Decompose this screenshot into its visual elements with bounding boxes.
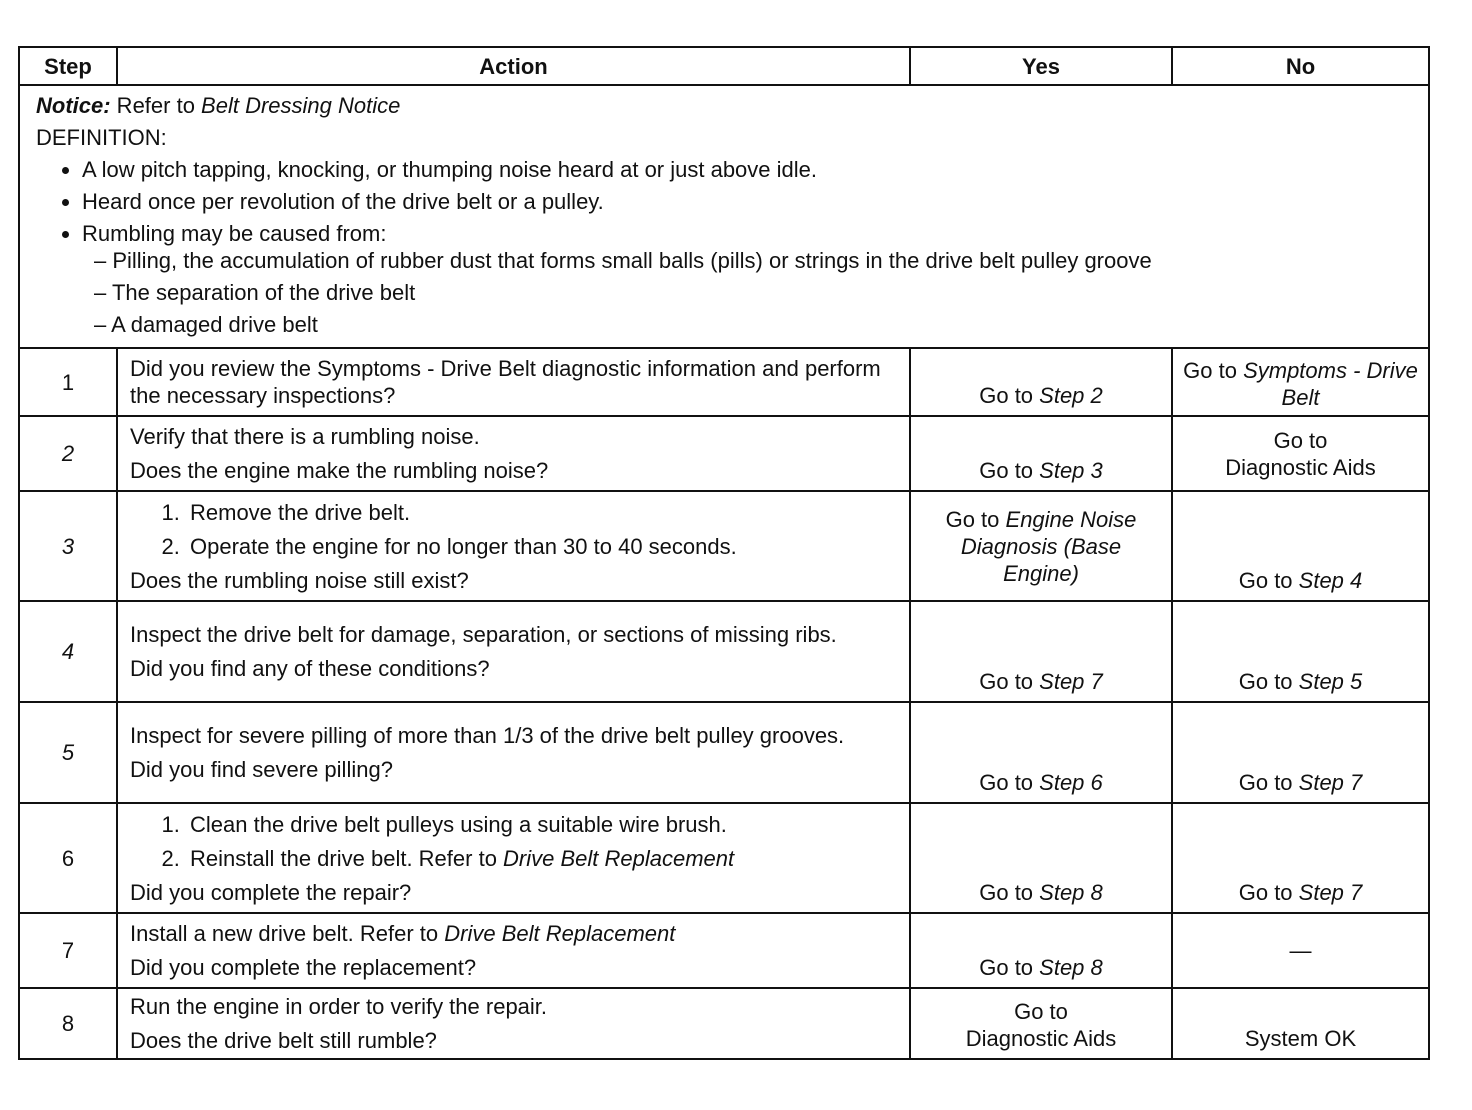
- notice-row: [19, 85, 1429, 348]
- no-link[interactable]: Step 7: [1298, 770, 1363, 795]
- procedure-steps: 1. Clean the drive belt pulleys using a suitable wire brush. 2. Reinstall the drive belt. Refer to Drive Belt Replacement: [130, 811, 897, 872]
- table-row: [19, 702, 1429, 803]
- table-row: [19, 988, 1429, 1059]
- yes-link[interactable]: Step 3: [1039, 458, 1103, 483]
- step-number: 2: [19, 416, 117, 491]
- yes-result: Go to Step 8: [910, 913, 1172, 988]
- step-action: Inspect the drive belt for damage, separation, or sections of missing ribs. Did you find any of these conditions?: [117, 601, 910, 702]
- no-result: Go to Step 7: [1172, 702, 1429, 803]
- procedure-link[interactable]: Drive Belt Replacement: [503, 845, 735, 871]
- definition-bullet: • A low pitch tapping, knocking, or thumping noise heard at or just above idle.: [82, 156, 1412, 183]
- diagnostic-table-document: [18, 46, 1428, 1060]
- definition-bullets: [36, 156, 1412, 338]
- yes-result: Go to Step 7: [910, 601, 1172, 702]
- table-row: [19, 416, 1429, 491]
- yes-link[interactable]: Step 6: [1039, 770, 1103, 795]
- yes-link[interactable]: Step 2: [1039, 383, 1103, 408]
- definition-subitem: – Pilling, the accumulation of rubber dust that forms small balls (pills) or strings in the drive belt pulley groove: [94, 248, 1152, 273]
- step-action: 1. Remove the drive belt. 2. Operate the engine for no longer than 30 to 40 seconds. Does the rumbling noise still exist?: [117, 491, 910, 601]
- notice-text: Refer to: [110, 93, 202, 118]
- header-row: [19, 47, 1429, 85]
- step-action: Verify that there is a rumbling noise. Does the engine make the rumbling noise?: [117, 416, 910, 491]
- step-action: 1. Clean the drive belt pulleys using a suitable wire brush. 2. Reinstall the drive belt. Refer to Drive Belt Replacement Did you complete the repair?: [117, 803, 910, 913]
- yes-link[interactable]: Diagnostic Aids: [965, 1026, 1117, 1051]
- table-row: [19, 601, 1429, 702]
- procedure-link[interactable]: Drive Belt Replacement: [444, 921, 676, 946]
- step-number: 5: [19, 702, 117, 803]
- step-action: Run the engine in order to verify the repair. Does the drive belt still rumble?: [117, 988, 910, 1059]
- yes-link[interactable]: Step 8: [1039, 880, 1103, 905]
- no-result: Go to Step 7: [1172, 803, 1429, 913]
- header-no: No: [1172, 47, 1429, 85]
- step-action: Inspect for severe pilling of more than 1/3 of the drive belt pulley grooves. Did you find severe pilling?: [117, 702, 910, 803]
- notice-line: [36, 92, 1412, 119]
- yes-link[interactable]: Step 8: [1039, 955, 1103, 980]
- no-result: —: [1172, 913, 1429, 988]
- table-row: [19, 913, 1429, 988]
- no-link[interactable]: Symptoms - Drive Belt: [1243, 358, 1418, 410]
- no-result: Go to Step 5: [1172, 601, 1429, 702]
- no-result: System OK: [1172, 988, 1429, 1059]
- yes-result: Go to Engine Noise Diagnosis (Base Engine): [910, 491, 1172, 601]
- header-action: Action: [117, 47, 910, 85]
- definition-subitem: – The separation of the drive belt: [94, 280, 416, 305]
- definition-subitem: – A damaged drive belt: [94, 312, 318, 337]
- procedure-steps: 1. Remove the drive belt. 2. Operate the engine for no longer than 30 to 40 seconds.: [130, 499, 897, 560]
- yes-result: Go to Step 6: [910, 702, 1172, 803]
- yes-result: Go to Step 2: [910, 348, 1172, 416]
- diagnostic-table: [18, 46, 1430, 1060]
- yes-link[interactable]: Step 7: [1039, 669, 1103, 694]
- definition-label: DEFINITION:: [36, 125, 167, 150]
- no-link[interactable]: Step 4: [1298, 568, 1363, 593]
- no-link[interactable]: Step 7: [1298, 880, 1363, 905]
- step-number: 1: [19, 348, 117, 416]
- no-result: Go to Diagnostic Aids: [1172, 416, 1429, 491]
- table-row: [19, 803, 1429, 913]
- step-action: Did you review the Symptoms - Drive Belt diagnostic information and perform the necessary inspections?: [117, 348, 910, 416]
- table-row: [19, 491, 1429, 601]
- definition-bullet: • Heard once per revolution of the drive belt or a pulley.: [82, 188, 1412, 215]
- header-step: Step: [19, 47, 117, 85]
- no-result: Go to Step 4: [1172, 491, 1429, 601]
- table-row: [19, 348, 1429, 416]
- definition-subitems: [82, 247, 1412, 338]
- no-result: Go to Symptoms - Drive Belt: [1172, 348, 1429, 416]
- yes-result: Go to Diagnostic Aids: [910, 988, 1172, 1059]
- no-link[interactable]: Diagnostic Aids: [1225, 454, 1376, 480]
- notice-cell: [19, 85, 1429, 348]
- step-action: Install a new drive belt. Refer to Drive Belt Replacement Did you complete the replacement?: [117, 913, 910, 988]
- step-number: 7: [19, 913, 117, 988]
- header-yes: Yes: [910, 47, 1172, 85]
- step-number: 3: [19, 491, 117, 601]
- step-number: 8: [19, 988, 117, 1059]
- yes-link[interactable]: Engine Noise Diagnosis (Base Engine): [960, 506, 1137, 586]
- yes-result: Go to Step 8: [910, 803, 1172, 913]
- yes-result: Go to Step 3: [910, 416, 1172, 491]
- definition-bullet: • Rumbling may be caused from: – Pilling, the accumulation of rubber dust that forms small balls (pills) or strings in the drive belt pulley groove – The separation of the drive belt – A damaged drive belt: [82, 220, 1412, 338]
- no-link[interactable]: Step 5: [1298, 669, 1363, 694]
- notice-label: Notice:: [36, 93, 111, 118]
- step-number: 4: [19, 601, 117, 702]
- step-number: 6: [19, 803, 117, 913]
- notice-ref: Belt Dressing Notice: [201, 93, 401, 118]
